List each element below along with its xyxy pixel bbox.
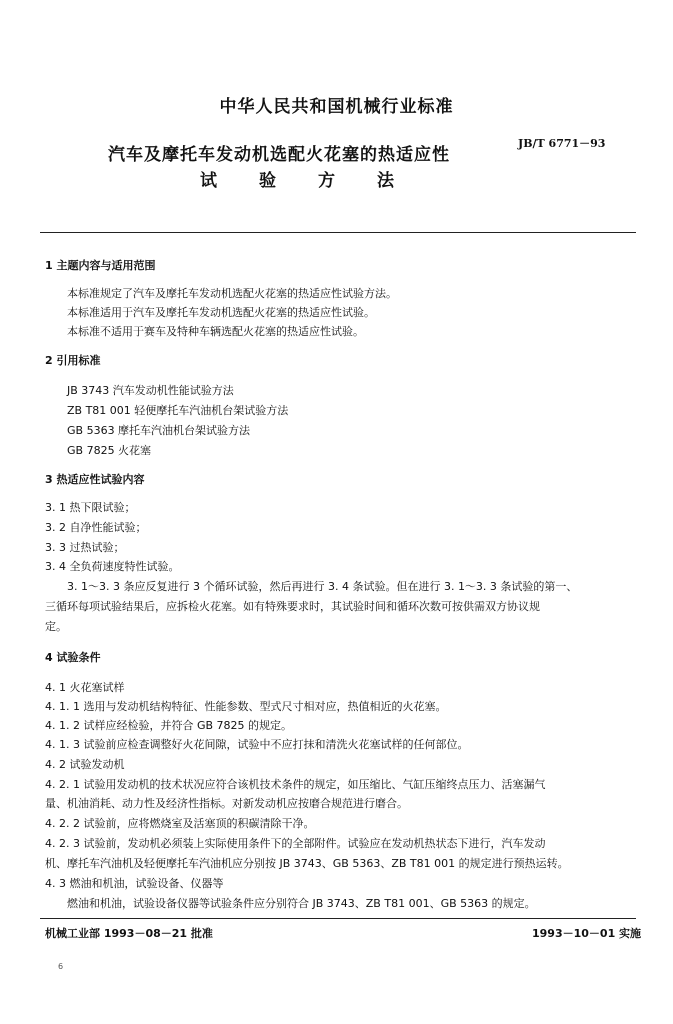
subsection: 3. 3 过热试验； xyxy=(45,541,125,554)
subsection: 4. 2. 2 试验前，应将燃烧室及活塞顶的积碳清除干净。 xyxy=(45,817,315,830)
title-char: 法 xyxy=(377,171,394,191)
subsection: 4. 2 试验发动机 xyxy=(45,758,125,771)
implementation-date: 1993－10－01 实施 xyxy=(532,927,642,940)
subsection: 3. 2 自净性能试验； xyxy=(45,521,147,534)
subsection: 4. 1 火花塞试样 xyxy=(45,681,125,694)
paragraph: 本标准不适用于赛车及特种车辆选配火花塞的热适应性试验。 xyxy=(67,325,364,338)
reference-item: GB 5363 摩托车汽油机台架试验方法 xyxy=(67,424,251,437)
approval-date: 机械工业部 1993－08－21 批准 xyxy=(45,927,213,940)
subsection: 4. 2. 1 试验用发动机的技术状况应符合该机技术条件的规定，如压缩比、气缸压缩终点压力、活塞漏气 xyxy=(45,778,546,791)
reference-item: GB 7825 火花塞 xyxy=(67,444,152,457)
title-line-2 xyxy=(200,166,436,191)
paragraph-continued: 量、机油消耗、动力性及经济性指标。对新发动机应按磨合规范进行磨合。 xyxy=(45,797,408,810)
subsection: 4. 1. 3 试验前应检查调整好火花间隙，试验中不应打抹和清洗火花塞试样的任何部位。 xyxy=(45,738,469,751)
subsection: 4. 2. 3 试验前，发动机必须装上实际使用条件下的全部附件。试验应在发动机热状态下进行，汽车发动 xyxy=(45,837,546,850)
paragraph-continued: 定。 xyxy=(45,620,67,633)
subsection: 4. 3 燃油和机油，试验设备、仪器等 xyxy=(45,877,224,890)
section-heading: 3 热适应性试验内容 xyxy=(45,473,145,486)
footer-rule xyxy=(40,918,636,919)
section-heading: 4 试验条件 xyxy=(45,651,101,664)
paragraph-continued: 机、摩托车汽油机及轻便摩托车汽油机应分别按 JB 3743、GB 5363、ZB T81 001 的规定进行预热运转。 xyxy=(45,857,569,870)
subsection: 3. 4 全负荷速度特性试验。 xyxy=(45,560,180,573)
header-rule xyxy=(40,232,636,233)
title-char: 试 xyxy=(200,171,217,191)
reference-item: ZB T81 001 轻便摩托车汽油机台架试验方法 xyxy=(67,404,289,417)
subsection: 3. 1 热下限试验； xyxy=(45,501,136,514)
title-char: 验 xyxy=(259,171,276,191)
title-char: 方 xyxy=(318,171,335,191)
subsection: 4. 1. 2 试样应经检验，并符合 GB 7825 的规定。 xyxy=(45,719,293,732)
paragraph: 本标准规定了汽车及摩托车发动机选配火花塞的热适应性试验方法。 xyxy=(67,287,397,300)
paragraph: 3. 1～3. 3 条应反复进行 3 个循环试验，然后再进行 3. 4 条试验。但在进行 3. 1～3. 3 条试验的第一、 xyxy=(67,580,578,593)
standard-number: JB/T 6771－93 xyxy=(518,137,606,150)
subsection: 4. 1. 1 选用与发动机结构特征、性能参数、型式尺寸相对应，热值相近的火花塞。 xyxy=(45,700,447,713)
paragraph: 燃油和机油，试验设备仪器等试验条件应分别符合 JB 3743、ZB T81 001、GB 5363 的规定。 xyxy=(67,897,536,910)
paragraph-continued: 三循环每项试验结果后，应拆检火花塞。如有特殊要求时，其试验时间和循环次数可按供需双方协议规 xyxy=(45,600,540,613)
title-line-1: 汽车及摩托车发动机选配火花塞的热适应性 xyxy=(108,145,450,165)
section-heading: 2 引用标准 xyxy=(45,354,101,367)
reference-item: JB 3743 汽车发动机性能试验方法 xyxy=(67,384,234,397)
paragraph: 本标准适用于汽车及摩托车发动机选配火花塞的热适应性试验。 xyxy=(67,306,375,319)
issuing-organization: 中华人民共和国机械行业标准 xyxy=(219,97,454,117)
page-number: 6 xyxy=(58,962,64,971)
section-heading: 1 主题内容与适用范围 xyxy=(45,259,156,272)
